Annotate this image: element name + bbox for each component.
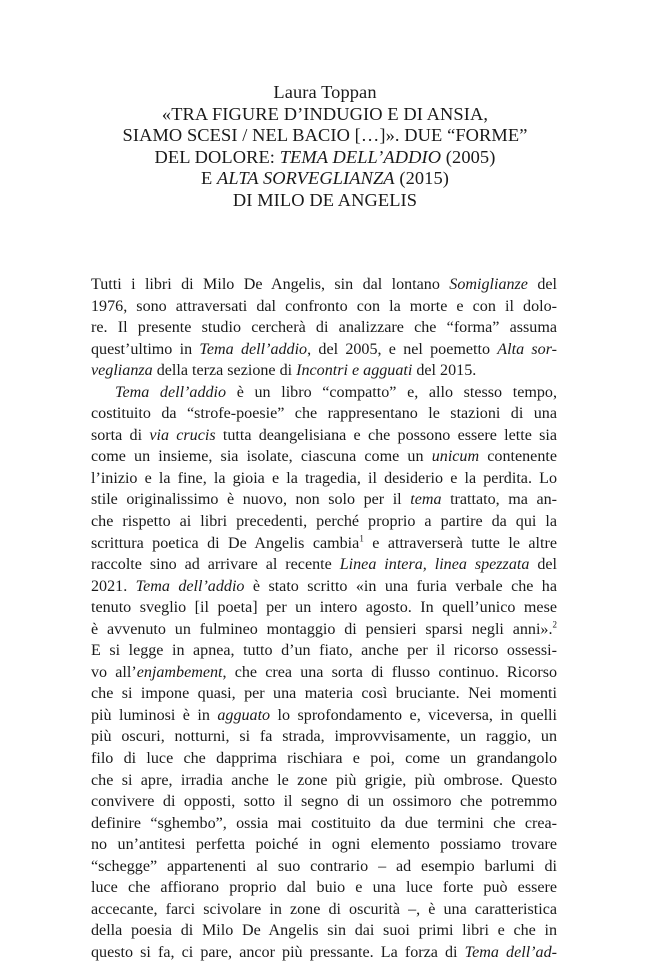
- title-line: [0, 125, 650, 147]
- text-span: accecante, farci scivolare in zone di oscurità –, è una caratteristica: [91, 900, 557, 918]
- footnote-ref: 2: [552, 619, 557, 630]
- text-line: [91, 403, 557, 425]
- text-line: [91, 748, 557, 770]
- text-span: 1976, sono attraversati dal confronto con la morte e con il dolo-: [91, 297, 557, 315]
- title-line: [0, 147, 650, 169]
- text-line: [91, 920, 557, 942]
- text-span: trattato, ma an-: [441, 491, 557, 509]
- italic-span: TEMA DELL’ADDIO: [279, 146, 442, 167]
- text-line: [91, 489, 557, 511]
- text-line: [91, 296, 557, 318]
- text-span: quest’ultimo in: [91, 340, 200, 358]
- text-span: scrittura poetica di De Angelis cambia: [91, 534, 360, 552]
- text-span: SIAMO SCESI / NEL BACIO […]». DUE “FORME”: [122, 125, 528, 146]
- title-line: [0, 104, 650, 126]
- italic-span: agguato: [217, 706, 271, 724]
- italic-span: Tema dell’addio: [135, 577, 245, 595]
- italic-span: Tema dell’addio: [115, 383, 227, 401]
- italic-span: ALTA SORVEGLIANZA: [217, 168, 395, 189]
- text-span: questo si fa, ci pare, ancor più pressante. La forza di: [91, 943, 465, 961]
- text-span: vo all’: [91, 663, 137, 681]
- text-line: [91, 446, 557, 468]
- italic-span: Incontri e agguati: [296, 362, 413, 380]
- text-line: [91, 662, 557, 684]
- text-span: luce che affiorano proprio dal buio e una luce forte può essere: [91, 879, 557, 897]
- text-span: no un’antitesi perfetta poiché in ogni elemento possiamo trovare: [91, 836, 557, 854]
- text-span: E: [201, 168, 218, 189]
- italic-span: enjambement: [136, 663, 223, 681]
- italic-span: Tema dell’ad-: [464, 943, 557, 961]
- text-span: convivere di opposti, sotto il segno di un ossimoro che potremmo: [91, 793, 557, 811]
- text-line: [91, 942, 557, 964]
- title-line: [0, 168, 650, 190]
- text-line: [91, 813, 557, 835]
- text-span: definire “sghembo”, ossia mai costituito da due termini che crea-: [91, 814, 557, 832]
- text-line: [91, 791, 557, 813]
- text-span: tenuto sveglio [il poeta] per un intero agosto. In quell’unico mese: [91, 599, 557, 617]
- text-span: E si legge in apnea, tutto d’un fiato, anche per il ricorso ossessi-: [91, 642, 557, 660]
- text-span: tutta deangelisiana e che possono essere lette sia: [215, 426, 557, 444]
- italic-span: Somiglianze: [449, 276, 528, 293]
- italic-span: unicum: [431, 448, 480, 466]
- article-header: [0, 82, 650, 212]
- text-line: [91, 683, 557, 705]
- text-line: [91, 533, 557, 555]
- italic-span: Tema dell’addio: [199, 340, 308, 358]
- italic-span: Linea intera, linea spezzata: [339, 556, 530, 574]
- text-span: che rispetto ai libri precedenti, perché proprio a partire da qui la: [91, 513, 557, 531]
- text-line: [91, 640, 557, 662]
- footnote-ref: 1: [359, 533, 364, 544]
- text-line: [91, 339, 557, 361]
- text-line: [91, 382, 557, 404]
- text-span: del 2015.: [412, 362, 477, 380]
- title-line: [0, 190, 650, 212]
- text-span: lo sprofondamento e, viceversa, in quelli: [270, 706, 557, 724]
- text-line: [91, 597, 557, 619]
- text-span: che si apre, irradia anche le zone più grigie, più ombrose. Questo: [91, 771, 557, 789]
- italic-span: via crucis: [149, 426, 216, 444]
- author-name: Laura Toppan: [273, 82, 377, 102]
- text-span: della terza sezione di: [152, 362, 297, 380]
- text-line: [91, 576, 557, 598]
- text-span: e attraverserà tutte le altre: [363, 534, 557, 552]
- text-span: filo di luce che dapprima rischiara e poi, come un grandangolo: [91, 750, 557, 768]
- text-span: Tutti i libri di Milo De Angelis, sin dal lontano: [91, 276, 450, 293]
- text-line: [91, 726, 557, 748]
- text-span: DEL DOLORE:: [154, 146, 280, 167]
- text-line: [91, 554, 557, 576]
- text-span: DI MILO DE ANGELIS: [232, 189, 418, 210]
- text-line: [91, 834, 557, 856]
- text-span: (2005): [441, 146, 496, 167]
- italic-span: Alta sor-: [497, 340, 557, 358]
- text-span: del: [529, 556, 557, 574]
- text-span: costituito da “strofe-poesie” che rappresentano le stazioni di una: [91, 405, 557, 423]
- text-span: del: [527, 276, 557, 293]
- text-span: della poesia di Milo De Angelis sin dai suoi primi libri e che in: [91, 922, 557, 940]
- text-line: [91, 856, 557, 878]
- text-line: [91, 877, 557, 899]
- text-line: [91, 425, 557, 447]
- text-span: sorta di: [91, 426, 150, 444]
- body-text: [91, 274, 557, 964]
- text-line: [91, 317, 557, 339]
- text-span: stile originalissimo è nuovo, non solo per il: [91, 491, 411, 509]
- text-span: raccolte sino ad arrivare al recente: [91, 556, 340, 574]
- text-span: “schegge” appartenenti al suo contrario – ad esempio barlumi di: [91, 857, 557, 875]
- text-span: contenente: [479, 448, 557, 466]
- text-line: [91, 770, 557, 792]
- text-line: [91, 619, 557, 641]
- text-line: [91, 705, 557, 727]
- article-title: [0, 104, 650, 212]
- text-span: più luminosi è in: [91, 706, 218, 724]
- text-line: [91, 360, 557, 382]
- text-span: come un insieme, sia isolate, ciascuna come un: [91, 448, 432, 466]
- text-span: (2015): [394, 168, 449, 189]
- text-line: [91, 468, 557, 490]
- text-span: , che crea una sorta di flusso continuo. Ricorso: [222, 663, 557, 681]
- text-span: più oscuri, notturni, si fa strada, improvvisamente, un raggio, un: [91, 728, 557, 746]
- text-span: «TRA FIGURE D’INDUGIO E DI ANSIA,: [161, 103, 489, 124]
- text-span: , del 2005, e nel poemetto: [307, 340, 498, 358]
- text-span: è un libro “compatto” e, allo stesso tempo,: [226, 383, 557, 401]
- italic-span: veglianza: [91, 362, 153, 380]
- text-line: [91, 899, 557, 921]
- text-span: è stato scritto «in una furia verbale che ha: [244, 577, 557, 595]
- text-line: [91, 274, 557, 296]
- text-span: l’inizio e la fine, la gioia e la tragedia, il desiderio e la perdita. Lo: [91, 469, 557, 487]
- text-span: re. Il presente studio cercherà di analizzare che “forma” assuma: [91, 319, 557, 337]
- text-span: è avvenuto un fulmineo montaggio di pensieri sparsi negli anni».: [91, 620, 553, 638]
- text-span: che si impone quasi, per una materia così bruciante. Nei momenti: [91, 685, 557, 703]
- text-span: 2021.: [91, 577, 136, 595]
- text-line: [91, 511, 557, 533]
- italic-span: tema: [410, 491, 442, 509]
